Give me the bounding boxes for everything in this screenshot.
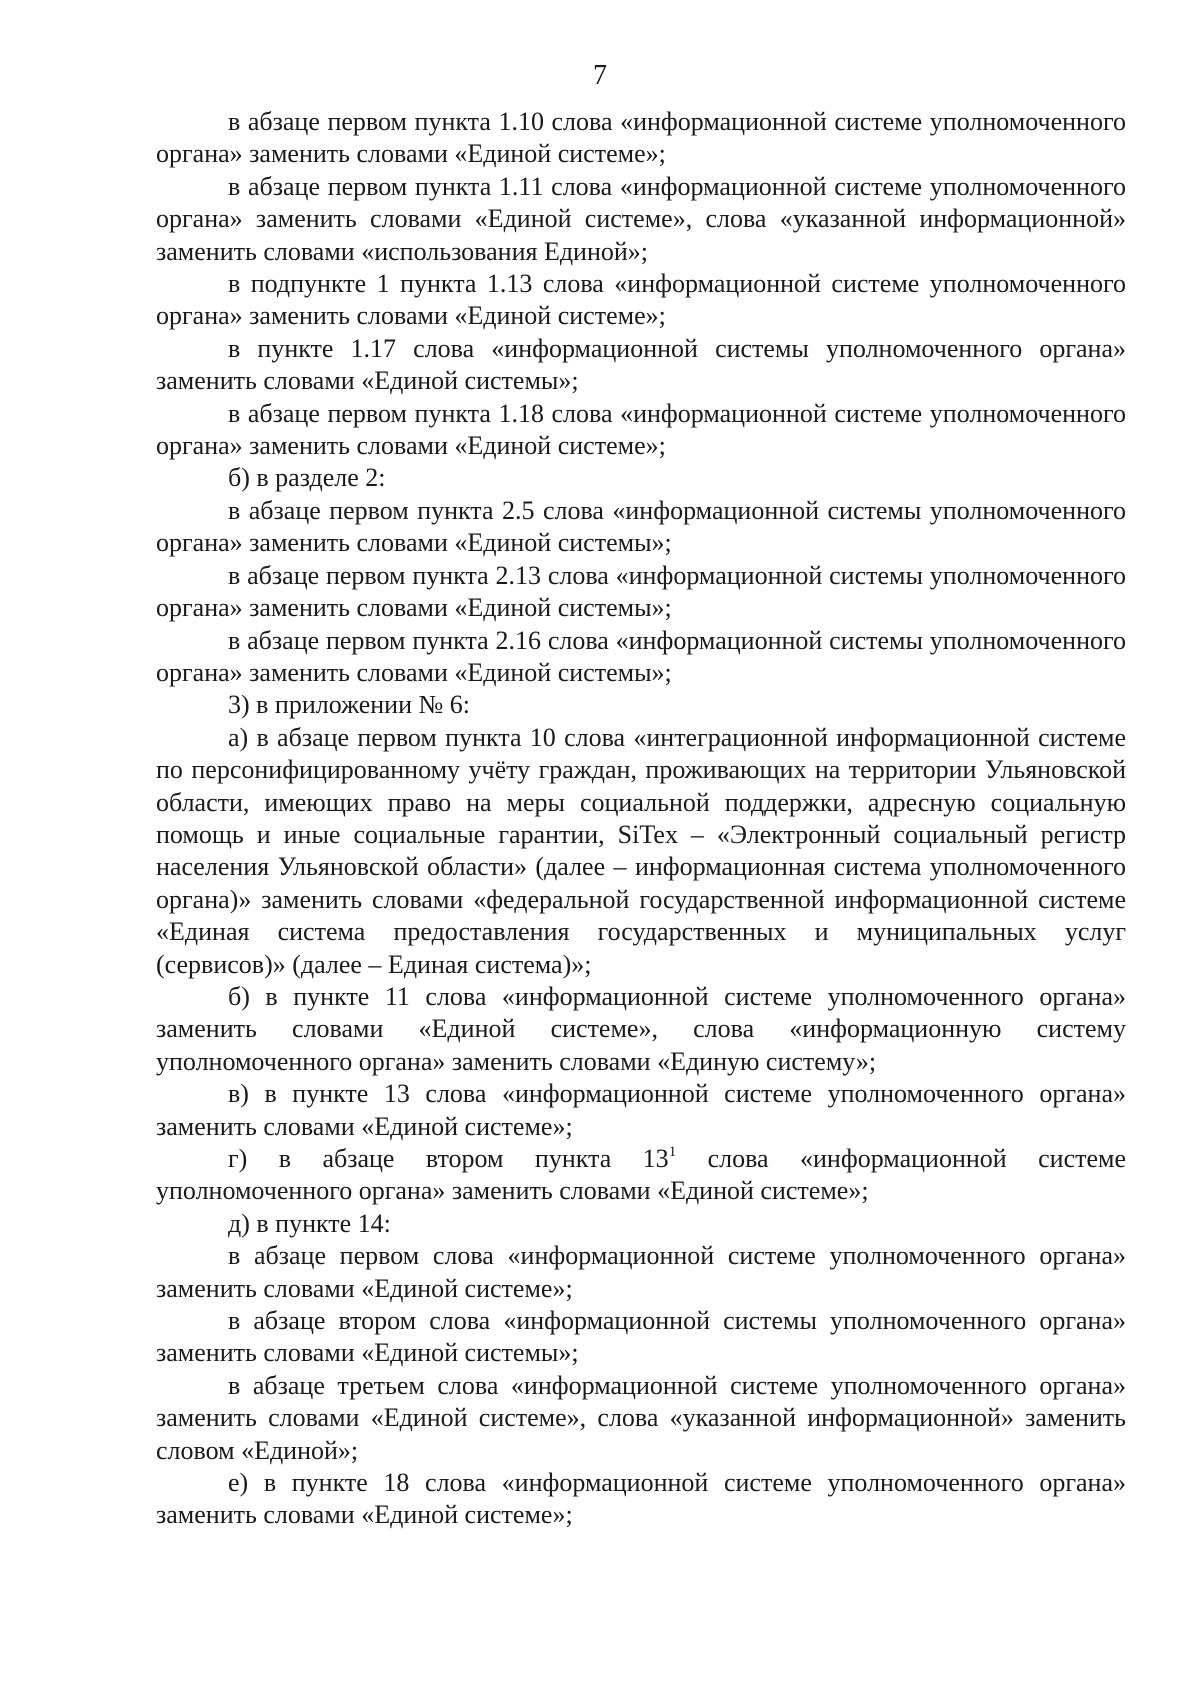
- paragraph-d-item-14: д) в пункте 14:: [228, 1208, 391, 1238]
- paragraph-2-5: в абзаце первом пункта 2.5 слова «информационной системы уполномоченного органа» заменить словами «Единой системы»;: [156, 495, 1126, 558]
- document-body: [156, 106, 1126, 1532]
- superscript-index: 1: [668, 1144, 677, 1160]
- paragraph-appendix-6: 3) в приложении № 6:: [228, 690, 471, 720]
- paragraph-14-abzac-2: в абзаце втором слова «информационной системы уполномоченного органа» заменить словами «Единой системы»;: [156, 1306, 1126, 1368]
- paragraph-2-16: в абзаце первом пункта 2.16 слова «информационной системы уполномоченного органа» заменить словами «Единой системы»;: [156, 625, 1126, 687]
- paragraph-1-10: в абзаце первом пункта 1.10 слова «информационной системе уполномоченного органа» заменить словами «Единой системе»;: [156, 107, 1126, 169]
- paragraph-g-after: слова «информационной системе уполномоченного органа» заменить словами «Единой системе»;: [156, 1144, 1126, 1206]
- paragraph-14-abzac-3: в абзаце третьем слова «информационной системе уполномоченного органа» заменить словами «Единой системе», слова «указанной информационной» заменить словом «Единой»;: [156, 1370, 1126, 1465]
- paragraph-e-item-18: е) в пункте 18 слова «информационной системе уполномоченного органа» заменить словами «Единой системе»;: [156, 1468, 1126, 1530]
- page-number: 7: [593, 60, 607, 91]
- paragraph-v-item-13: в) в пункте 13 слова «информационной системе уполномоченного органа» заменить словами «Единой системе»;: [156, 1079, 1126, 1141]
- paragraph-1-13: в подпункте 1 пункта 1.13 слова «информационной системе уполномоченного органа» заменить словами «Единой системе»;: [156, 269, 1126, 331]
- paragraph-g-before: г) в абзаце втором пункта 13: [228, 1144, 669, 1173]
- paragraph-b-item-11: б) в пункте 11 слова «информационной системе уполномоченного органа» заменить словами «Единой системе», слова «информационную систему уполномоченного органа» заменить словами «Единую систему»;: [156, 981, 1126, 1076]
- paragraph-2-13: в абзаце первом пункта 2.13 слова «информационной системы уполномоченного органа» заменить словами «Единой системы»;: [156, 560, 1126, 623]
- paragraph-1-11: в абзаце первом пункта 1.11 слова «информационной системе уполномоченного органа» заменить словами «Единой системе», слова «указанной информационной» заменить словами «использования Единой»;: [156, 171, 1126, 266]
- paragraph-section-2: б) в разделе 2:: [228, 463, 386, 493]
- paragraph-g-item-13-1: [156, 1143, 1126, 1208]
- paragraph-a-item-10: а) в абзаце первом пункта 10 слова «интеграционной информационной системе по персонифицированному учёту граждан, проживающих на территории Ульяновской области, имеющих право на меры социальной поддержки, адресную социальную помощь и иные социальные гарантии, SiTex – «Электронный социальный регистр населения Ульяновской области» (далее – информационная система уполномоченного органа)» заменить словами «федеральной государственной информационной системе «Единая система предоставления государственных и муниципальных услуг (сервисов)» (далее – Единая система)»;: [156, 722, 1126, 979]
- paragraph-14-abzac-1: в абзаце первом слова «информационной системе уполномоченного органа» заменить словами «Единой системе»;: [156, 1241, 1126, 1303]
- paragraph-1-17: в пункте 1.17 слова «информационной системы уполномоченного органа» заменить словами «Единой системы»;: [156, 333, 1126, 396]
- paragraph-1-18: в абзаце первом пункта 1.18 слова «информационной системе уполномоченного органа» заменить словами «Единой системе»;: [156, 398, 1126, 461]
